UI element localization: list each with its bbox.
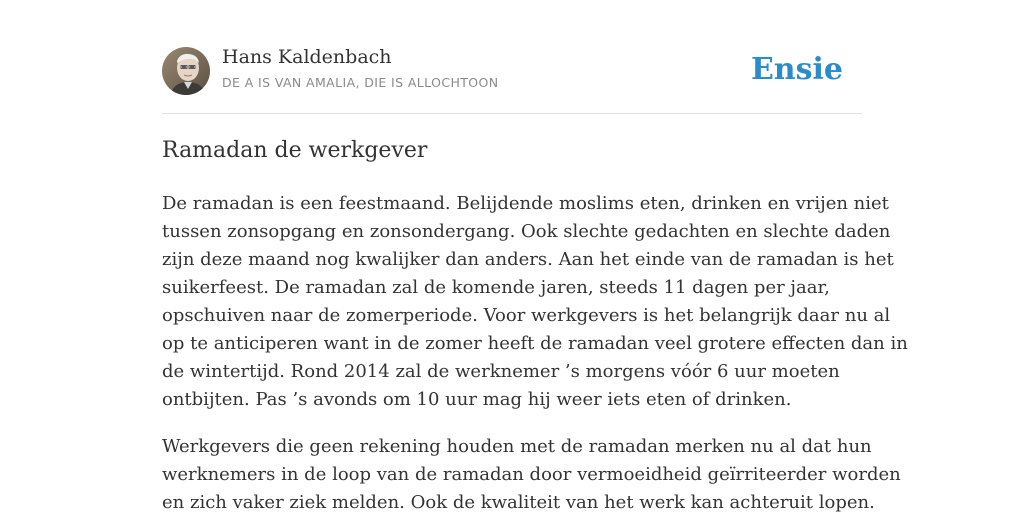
article-header <box>162 46 862 96</box>
paragraph-line: suikerfeest. De ramadan zal de komende jaren, steeds 11 dagen per jaar, <box>162 277 830 298</box>
author-name[interactable]: Hans Kaldenbach <box>222 46 392 68</box>
paragraph-line: zijn deze maand nog kwalijker dan anders. Aan het einde van de ramadan is het <box>162 249 894 270</box>
article-body <box>162 190 908 512</box>
author-portrait-icon <box>162 47 210 95</box>
paragraph-line: tussen zonsopgang en zonsondergang. Ook slechte gedachten en slechte daden <box>162 221 891 242</box>
paragraph-line: op te anticiperen want in de zomer heeft de ramadan veel grotere effecten dan in <box>162 333 908 354</box>
paragraph-line: ontbijten. Pas ’s avonds om 10 uur mag hij weer iets eten of drinken. <box>162 389 792 410</box>
author-avatar[interactable] <box>162 47 210 95</box>
header-divider <box>162 113 862 114</box>
paragraph-line: en zich vaker ziek melden. Ook de kwaliteit van het werk kan achteruit lopen. <box>162 492 875 512</box>
paragraph-line: de wintertijd. Rond 2014 zal de werknemer ’s morgens vóór 6 uur moeten <box>162 361 840 382</box>
ensie-logo-link[interactable]: Ensie <box>750 52 843 87</box>
paragraph-line: De ramadan is een feestmaand. Belijdende moslims eten, drinken en vrijen niet <box>162 193 889 214</box>
paragraph-line: opschuiven naar de zomerperiode. Voor werkgevers is het belangrijk daar nu al <box>162 305 891 326</box>
paragraph <box>162 433 901 512</box>
paragraph <box>162 190 908 414</box>
paragraph-line: werknemers in de loop van de ramadan door vermoeidheid geïrriteerder worden <box>162 464 901 485</box>
author-tagline: DE A IS VAN AMALIA, DIE IS ALLOCHTOON <box>222 75 499 90</box>
paragraph-line: Werkgevers die geen rekening houden met de ramadan merken nu al dat hun <box>162 436 872 457</box>
article-title: Ramadan de werkgever <box>162 138 428 163</box>
